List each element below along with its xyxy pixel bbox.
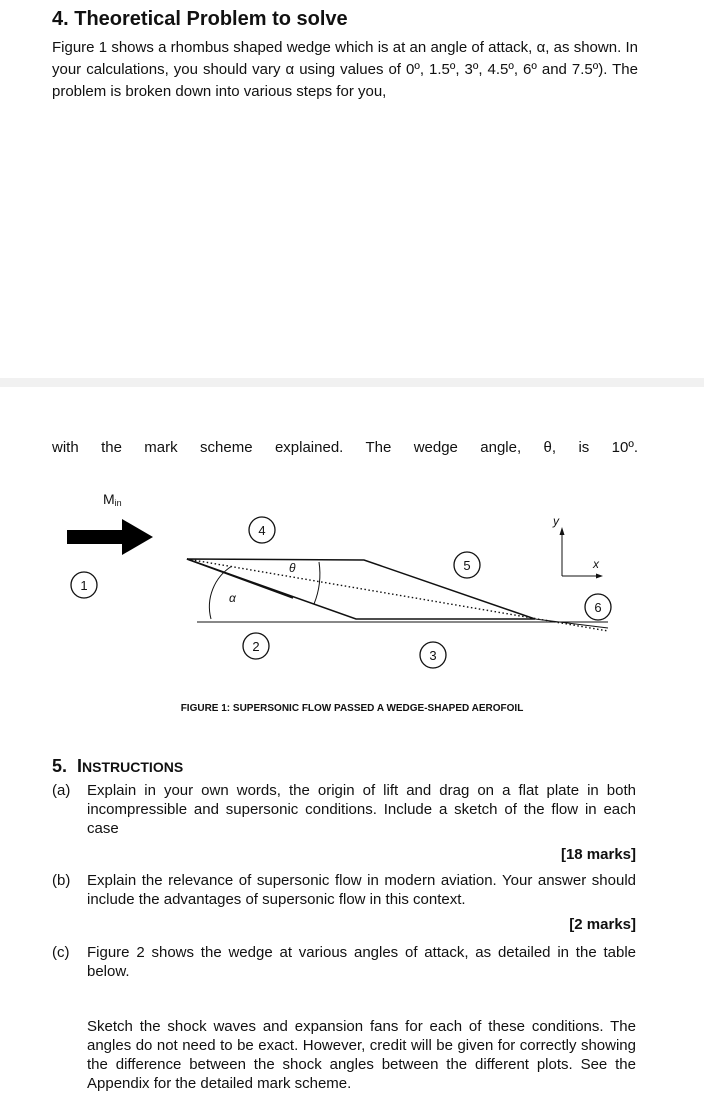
wedge-lower-front-edge — [187, 559, 293, 598]
axis-x-label: x — [593, 557, 599, 571]
axis-y-label: y — [553, 514, 559, 528]
section-5-heading — [52, 756, 183, 777]
instruction-item — [52, 871, 642, 911]
instruction-label: (b) — [52, 872, 71, 889]
alpha-label: α — [229, 591, 236, 605]
marks-label: [2 marks] — [569, 916, 636, 933]
page-gap — [0, 378, 704, 387]
svg-text:6: 6 — [594, 600, 602, 615]
instruction-text: Figure 2 shows the wedge at various angles of attack, as detailed in the table below. — [87, 944, 636, 980]
region-marker — [249, 517, 275, 543]
section-5-title-rest: NSTRUCTIONS — [82, 759, 184, 775]
svg-text:2: 2 — [252, 639, 260, 654]
svg-text:5: 5 — [463, 558, 471, 573]
theta-arc — [314, 562, 320, 604]
instruction-item — [52, 781, 642, 841]
section-5-number: 5. — [52, 756, 68, 776]
svg-text:4: 4 — [258, 523, 266, 538]
svg-text:3: 3 — [429, 648, 437, 663]
svg-text:1: 1 — [80, 578, 88, 593]
region-marker — [420, 642, 446, 668]
marks-label: [18 marks] — [560, 846, 636, 863]
inflow-mach-label: Min — [103, 491, 122, 508]
section-4-heading: 4. Theoretical Problem to solve — [52, 8, 348, 30]
coordinate-axes — [552, 514, 603, 579]
section-5-title-first: I — [77, 756, 83, 776]
instruction-item — [52, 943, 642, 983]
instruction-text: Explain the relevance of supersonic flow in modern aviation. Your answer should include the advantages of supersonic flow in this context. — [87, 872, 636, 908]
instruction-label: (a) — [52, 782, 71, 799]
theta-label: θ — [289, 561, 296, 575]
figure-caption: FIGURE 1: SUPERSONIC FLOW PASSED A WEDGE-SHAPED AEROFOIL — [180, 703, 524, 714]
region-marker — [71, 572, 97, 598]
section-4-continuation: with the mark scheme explained. The wedge angle, θ, is 10º. — [52, 439, 638, 456]
instruction-text: Explain in your own words, the origin of lift and drag on a flat plate in both incompressible and supersonic conditions. Include a sketch of the flow in each case — [87, 782, 636, 837]
region-marker — [454, 552, 480, 578]
region-marker — [585, 594, 611, 620]
inflow-arrow-icon — [67, 519, 153, 555]
instruction-label: (c) — [52, 944, 70, 961]
figure-1-diagram — [0, 480, 704, 690]
region-marker — [243, 633, 269, 659]
sketch-instructions-paragraph: Sketch the shock waves and expansion fans for each of these conditions. The angles do not need to be exact. However, credit will be given for correctly showing the difference between the shock angles between the different plots. See the Appendix for the detailed mark scheme. — [87, 1018, 636, 1092]
section-4-paragraph: Figure 1 shows a rhombus shaped wedge which is at an angle of attack, α, as shown. In your calculations, you should vary α using values of 0º, 1.5º, 3º, 4.5º, 6º and 7.5º). The problem is broken down into various steps for you, — [52, 39, 638, 100]
